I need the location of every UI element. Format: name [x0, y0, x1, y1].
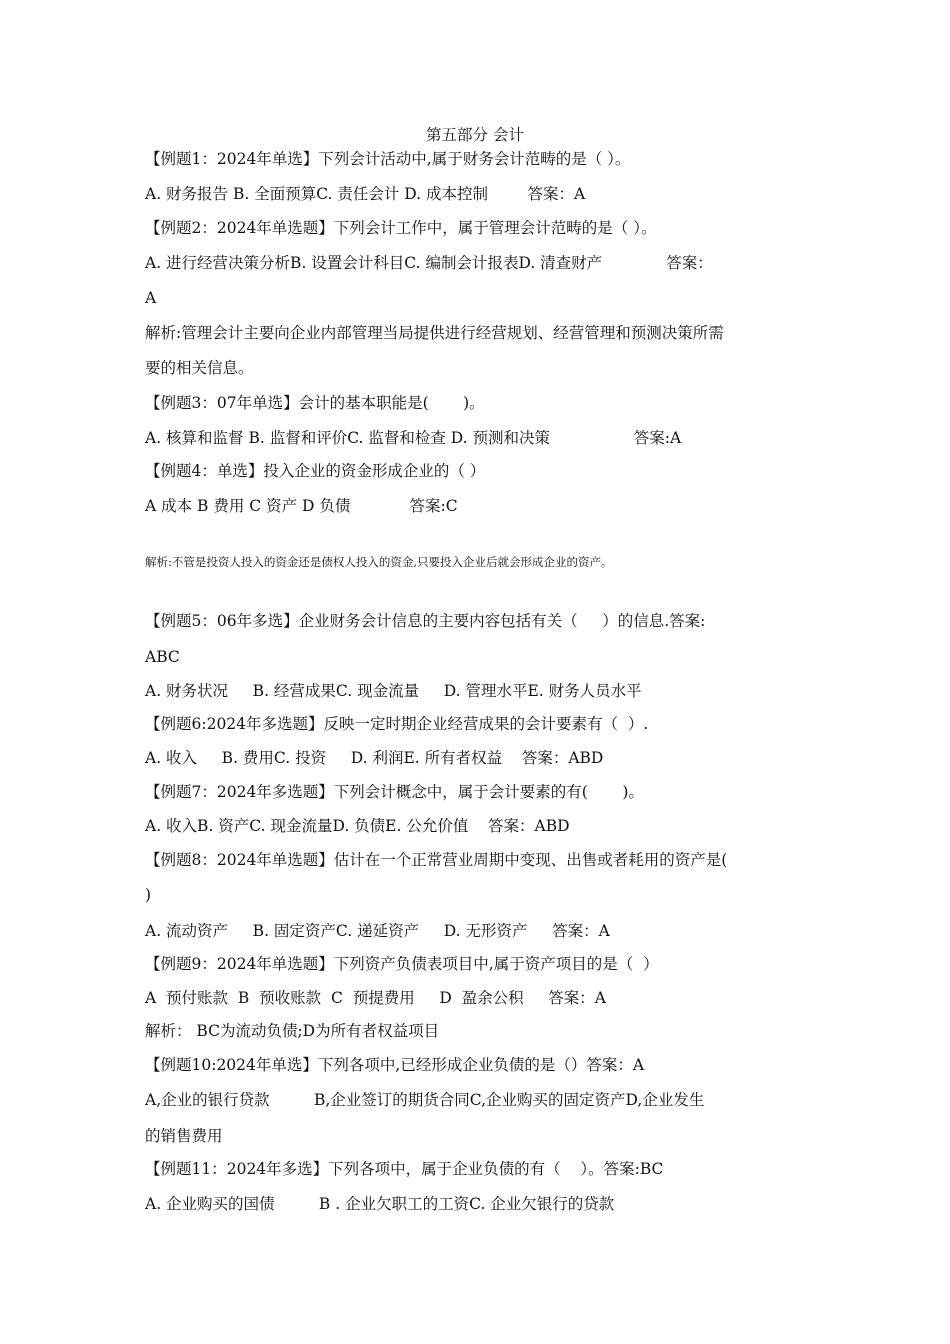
question-7-heading: 【例题7：2024年多选题】下列会计概念中，属于会计要素的有( )。 [145, 783, 644, 801]
question-10-options: A,企业的银行贷款 B,企业签订的期货合同C,企业购买的固定资产D,企业发生 [145, 1091, 705, 1109]
question-3-heading: 【例题3：07年单选】会计的基本职能是( )。 [145, 394, 485, 412]
question-5-heading: 【例题5：06年多选】企业财务会计信息的主要内容包括有关（ ）的信息.答案: [145, 612, 706, 630]
question-3-options: A. 核算和监督 B. 监督和评价C. 监督和检查 D. 预测和决策 答案:A [145, 429, 682, 447]
question-9-options: A 预付账款 B 预收账款 C 预提费用 D 盈余公积 答案：A [145, 989, 606, 1007]
question-2-heading: 【例题2：2024年单选题】下列会计工作中，属于管理会计范畴的是（ ）。 [145, 219, 657, 237]
question-9-explanation: 解析： BC为流动负债;D为所有者权益项目 [145, 1022, 440, 1040]
question-2-options: A. 进行经营决策分析B. 设置会计科目C. 编制会计报表D. 清查财产 答案： [145, 254, 713, 272]
question-9-heading: 【例题9：2024年单选题】下列资产负债表项目中,属于资产项目的是（ ） [145, 955, 659, 973]
question-4-explanation: 解析:不管是投资人投入的资金还是债权人投入的资金,只要投入企业后就会形成企业的资产。 [145, 555, 613, 569]
question-4-options: A 成本 B 费用 C 资产 D 负债 答案:C [145, 497, 458, 515]
question-1-heading: 【例题1：2024年单选】下列会计活动中,属于财务会计范畴的是（ ）。 [145, 150, 631, 168]
question-10-heading: 【例题10:2024年单选】下列各项中,已经形成企业负债的是（）答案：A [145, 1056, 645, 1074]
question-6-heading: 【例题6:2024年多选题】反映一定时期企业经营成果的会计要素有（ ）. [145, 715, 649, 733]
question-1-options: A. 财务报告 B. 全面预算C. 责任会计 D. 成本控制 答案：A [145, 185, 586, 203]
question-2-explanation-2: 要的相关信息。 [145, 359, 254, 377]
question-7-options: A. 收入B. 资产C. 现金流量D. 负债E. 公允价值 答案：ABD [145, 817, 570, 835]
question-5-answer: ABC [145, 648, 180, 666]
question-4-heading: 【例题4：单选】投入企业的资金形成企业的（ ） [145, 462, 486, 480]
question-6-options: A. 收入 B. 费用C. 投资 D. 利润E. 所有者权益 答案：ABD [145, 749, 604, 767]
question-5-options: A. 财务状况 B. 经营成果C. 现金流量 D. 管理水平E. 财务人员水平 [145, 682, 642, 700]
page-title: 第五部分 会计 [426, 126, 524, 144]
question-11-options: A. 企业购买的国债 B . 企业欠职工的工资C. 企业欠银行的贷款 [145, 1195, 615, 1213]
question-8-options: A. 流动资产 B. 固定资产C. 递延资产 D. 无形资产 答案：A [145, 922, 610, 940]
question-10-options-cont: 的销售费用 [145, 1127, 223, 1145]
question-8-heading: 【例题8：2024年单选题】估计在一个正常营业周期中变现、出售或者耗用的资产是( [145, 851, 728, 869]
question-11-heading: 【例题11：2024年多选】下列各项中，属于企业负债的有（ ）。答案:BC [145, 1160, 664, 1178]
question-2-explanation-1: 解析:管理会计主要向企业内部管理当局提供进行经营规划、经营管理和预测决策所需 [145, 324, 724, 342]
question-8-heading-cont: ) [145, 886, 152, 904]
question-2-answer: A [145, 289, 157, 307]
